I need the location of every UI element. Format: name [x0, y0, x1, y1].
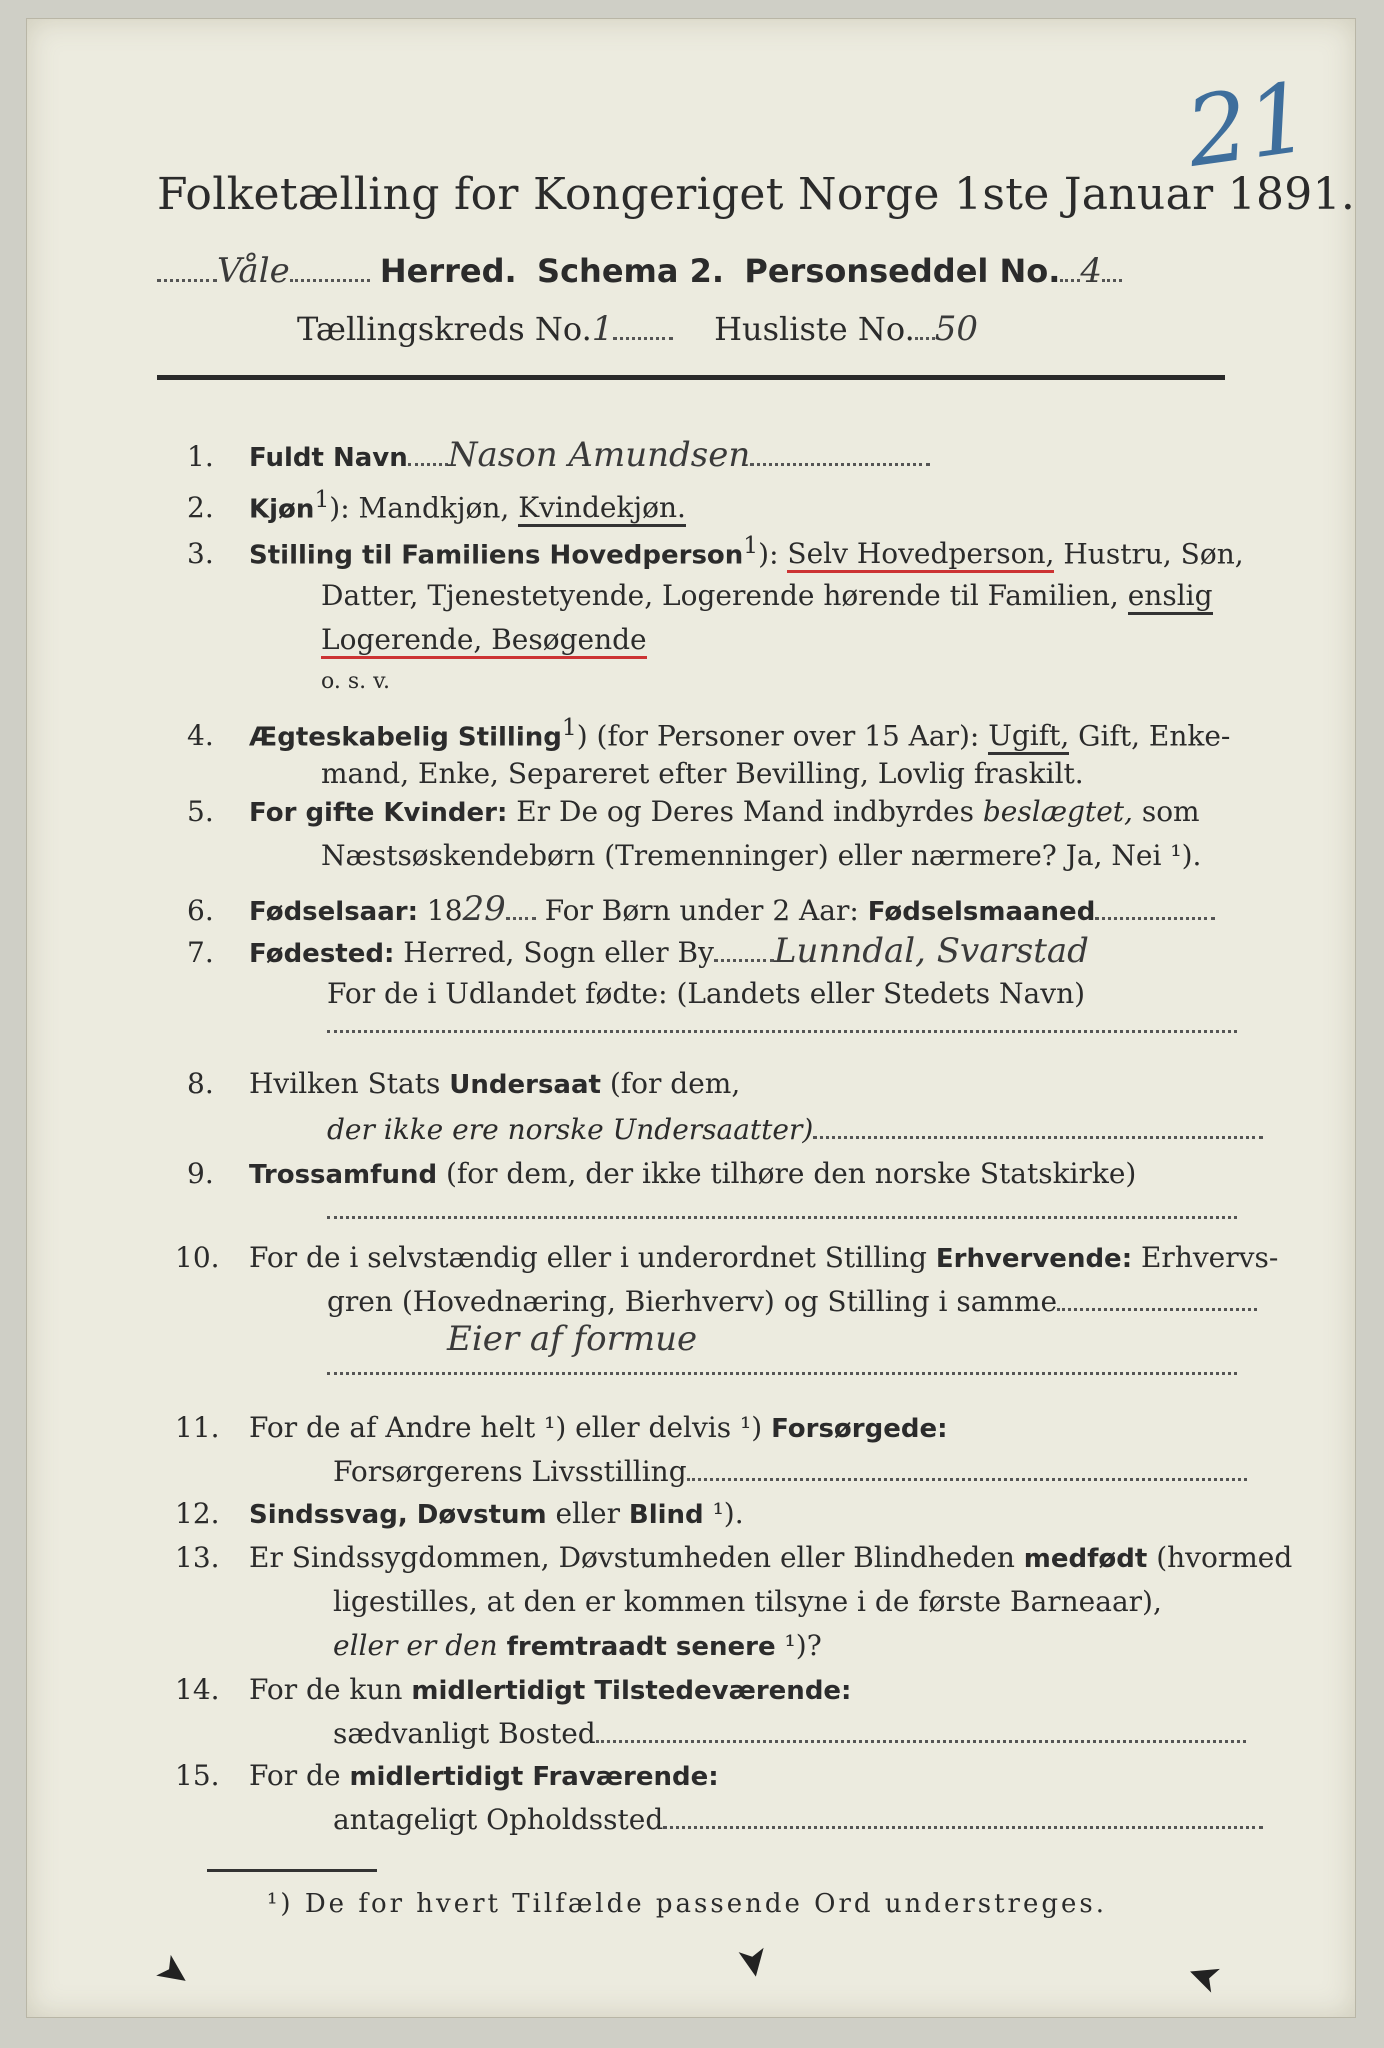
corner-mark-right: ➤ — [1180, 1949, 1228, 2005]
q9-blank-line — [327, 1215, 1237, 1219]
question-12: 12. Sindssvag, Døvstum eller Blind ¹). — [175, 1497, 744, 1530]
question-3: 3. Stilling til Familiens Hovedperson$^1$): Selv Hovedperson, Hustru, Søn, — [187, 531, 1244, 570]
question-7: 7. Fødested: Herred, Sogn eller By Lunndal, Svarstad — [187, 931, 1089, 971]
q2-selected-option: Kvindekjøn. — [518, 491, 686, 527]
footnote-divider — [207, 1869, 377, 1872]
q1-value: Nason Amundsen — [447, 435, 751, 475]
personseddel-label: Personseddel No. — [744, 252, 1061, 290]
q3-line-2: Datter, Tjenestetyende, Logerende hørende til Familien, enslig — [321, 579, 1213, 612]
q10-value: Eier af formue — [447, 1319, 698, 1359]
question-14: 14. For de kun midlertidigt Tilstedeværende: — [175, 1673, 852, 1706]
footnote: ¹) De for hvert Tilfælde passende Ord understreges. — [267, 1889, 1108, 1919]
q10-line-2: gren (Hovednæring, Bierhverv) og Stilling i samme — [327, 1285, 1257, 1318]
q7-blank-line — [327, 1029, 1237, 1033]
q14-line-2: sædvanligt Bosted — [333, 1717, 1246, 1750]
q13-line-3: eller er den fremtraadt senere ¹)? — [333, 1629, 822, 1662]
question-1: 1. Fuldt Navn Nason Amundsen — [187, 435, 930, 475]
corner-mark-left: ➤ — [146, 1943, 201, 2001]
q7-line-2: For de i Udlandet fødte: (Landets eller Stedets Navn) — [327, 977, 1086, 1010]
q5-line-2: Næstsøskendebørn (Tremenninger) eller nærmere? Ja, Nei ¹). — [321, 839, 1202, 872]
q10-value-line — [447, 1319, 697, 1359]
question-2: 2. Kjøn$^1$): Mandkjøn, Kvindekjøn. — [187, 485, 686, 524]
q3-line-4: o. s. v. — [321, 669, 390, 694]
q7-value: Lunndal, Svarstad — [773, 931, 1089, 971]
q4-selected-option: Ugift, — [988, 719, 1069, 755]
page-number: 21 — [1179, 61, 1317, 189]
q6-value: 29 — [462, 889, 506, 929]
q1-label: Fuldt Navn — [249, 443, 408, 473]
personseddel-value: 4 — [1080, 251, 1103, 291]
question-10: 10. For de i selvstændig eller i underordnet Stilling Erhvervende: Erhvervs- — [175, 1241, 1279, 1274]
taellingskreds-label: Tællingskreds No. — [297, 310, 592, 348]
census-form — [26, 18, 1356, 2018]
q4-line-2: mand, Enke, Separeret efter Bevilling, Lovlig fraskilt. — [321, 757, 1084, 790]
question-15: 15. For de midlertidigt Fraværende: — [175, 1759, 719, 1792]
header-line-herred — [157, 251, 1122, 291]
question-11: 11. For de af Andre helt ¹) eller delvis ¹) Forsørgede: — [175, 1411, 948, 1444]
husliste-value: 50 — [934, 309, 978, 349]
q11-line-2: Forsørgerens Livsstilling — [333, 1455, 1247, 1488]
header-line-kreds — [297, 309, 978, 349]
header-divider — [157, 375, 1225, 380]
husliste-label: Husliste No. — [714, 310, 915, 348]
q3-selected-option: Selv Hovedperson, — [787, 537, 1054, 573]
taellingskreds-value: 1 — [591, 309, 614, 349]
question-9: 9. Trossamfund (for dem, der ikke tilhøre den norske Statskirke) — [187, 1157, 1137, 1190]
herred-label: Herred. — [379, 252, 517, 290]
corner-mark-center: ➤ — [728, 1941, 780, 1983]
q10-blank-line — [327, 1371, 1237, 1375]
question-4: 4. Ægteskabelig Stilling$^1$) (for Personer over 15 Aar): Ugift, Gift, Enke- — [187, 713, 1230, 752]
q13-line-2: ligestilles, at den er kommen tilsyne i de første Barneaar), — [333, 1585, 1162, 1618]
q8-line-2: der ikke ere norske Undersaatter) — [327, 1113, 1263, 1146]
q15-line-2: antageligt Opholdssted — [333, 1803, 1263, 1836]
question-8: 8. Hvilken Stats Undersaat (for dem, — [187, 1067, 741, 1100]
question-6: 6. Fødselsaar: 1829 For Børn under 2 Aar: Fødselsmaaned — [187, 889, 1215, 929]
form-title: Folketælling for Kongeriget Norge 1ste Januar 1891. — [157, 169, 1356, 220]
herred-value: Våle — [217, 251, 290, 291]
q3-line-3: Logerende, Besøgende — [321, 623, 647, 656]
schema-label: Schema 2. — [537, 252, 725, 290]
question-13: 13. Er Sindssygdommen, Døvstumheden eller Blindheden medfødt (hvormed — [175, 1541, 1293, 1574]
question-5: 5. For gifte Kvinder: Er De og Deres Mand indbyrdes beslægtet, som — [187, 795, 1200, 828]
